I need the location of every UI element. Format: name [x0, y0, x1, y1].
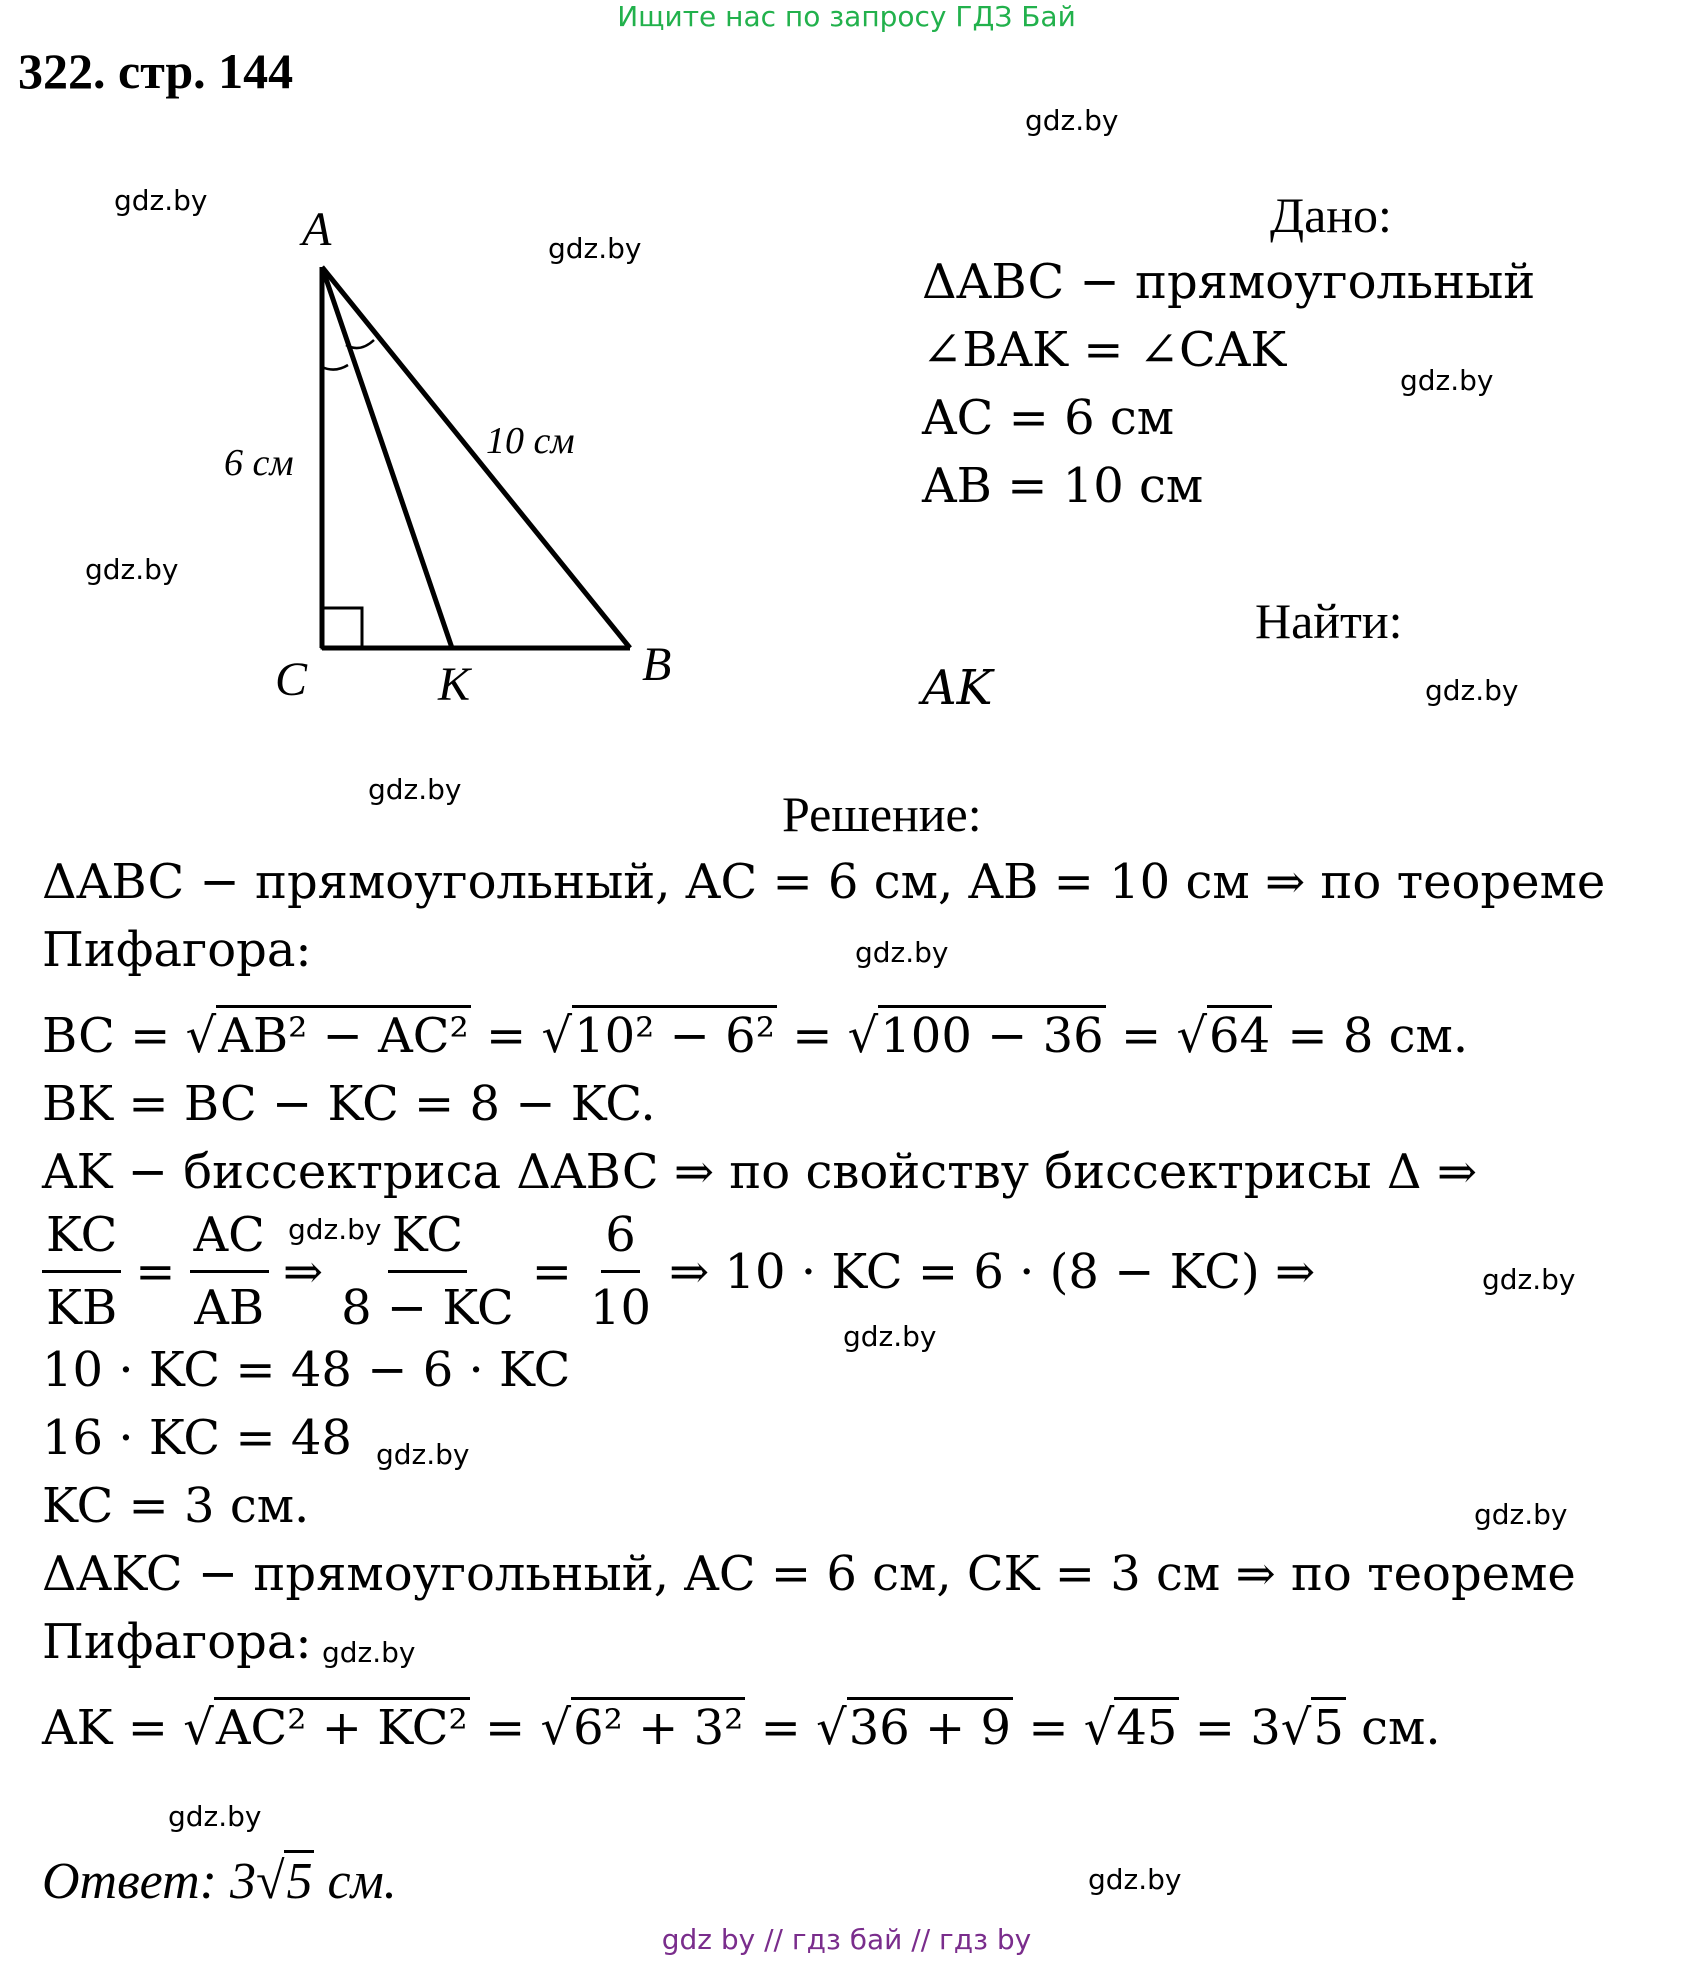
given-line: AB = 10 см — [922, 458, 1204, 514]
top-banner: Ищите нас по запросу ГДЗ Бай — [617, 0, 1076, 33]
watermark: gdz.by — [1088, 1863, 1182, 1896]
solution-line: Пифагора: — [42, 1614, 312, 1670]
watermark: gdz.by — [1400, 364, 1494, 397]
solution-line-bc: BC = √AB² − AC² = √10² − 6² = √100 − 36 = √64 = 8 см. — [42, 1008, 1468, 1064]
watermark: gdz.by — [1025, 104, 1119, 137]
watermark: gdz.by — [548, 232, 642, 265]
solution-line: AK − биссектриса ΔABC ⇒ по свойству биссектрисы Δ ⇒ — [42, 1144, 1478, 1200]
watermark: gdz.by — [376, 1438, 470, 1471]
watermark: gdz.by — [855, 936, 949, 969]
fraction: $\frac{AC}{AB}$ — [190, 1200, 269, 1343]
given-line: ΔABC − прямоугольный — [922, 254, 1536, 310]
watermark: gdz.by — [368, 773, 462, 806]
watermark: gdz.by — [322, 1636, 416, 1669]
bisector-ak — [322, 267, 452, 648]
vertex-a-label: A — [302, 203, 332, 256]
watermark: gdz.by — [1425, 674, 1519, 707]
watermark: gdz.by — [1482, 1263, 1576, 1296]
watermark: gdz.by — [843, 1320, 937, 1353]
angle-mark-bak — [322, 365, 348, 370]
solution-line: ΔABC − прямоугольный, AC = 6 см, AB = 10 см ⇒ по теореме — [42, 854, 1606, 910]
solution-line-proportion: $\frac{KC}{KB}$ = $\frac{AC}{AB}$ ⇒ $\frac{KC}{8 - KC}$ = $\frac{6}{10}$ ⇒ 10 · KC = 6 · (8 − KC) ⇒ — [42, 1200, 1315, 1343]
right-angle-mark — [322, 608, 362, 648]
vertex-b-label: B — [642, 638, 672, 691]
side-ab — [322, 267, 630, 648]
watermark: gdz.by — [114, 184, 208, 217]
solution-line-ak: AK = √AC² + KC² = √6² + 3² = √36 + 9 = √45 = 3√5 см. — [42, 1700, 1441, 1756]
vertex-k-label: K — [438, 658, 471, 711]
given-line: AC = 6 см — [922, 390, 1175, 446]
answer: Ответ: 3√5 см. — [42, 1852, 397, 1911]
triangle-figure — [200, 195, 700, 725]
task-title: 322. стр. 144 — [18, 43, 294, 99]
given-header: Дано: — [1270, 187, 1392, 243]
fraction: $\frac{6}{10}$ — [586, 1200, 655, 1343]
watermark: gdz.by — [168, 1800, 262, 1833]
solution-line: Пифагора: — [42, 922, 312, 978]
fraction: $\frac{KC}{KB}$ — [42, 1200, 121, 1343]
side-ac-label: 6 см — [224, 442, 294, 484]
vertex-c-label: C — [275, 653, 308, 706]
given-line: ∠BAK = ∠CAK — [922, 322, 1287, 378]
solution-line: 16 · KC = 48 — [42, 1410, 352, 1466]
find-header: Найти: — [1255, 593, 1403, 649]
watermark: gdz.by — [85, 553, 179, 586]
side-ab-label: 10 см — [486, 420, 575, 462]
solution-line: KC = 3 см. — [42, 1478, 310, 1534]
find-value: AK — [922, 660, 993, 716]
bottom-banner: gdz by // гдз бай // гдз by — [661, 1923, 1032, 1956]
watermark: gdz.by — [1474, 1498, 1568, 1531]
solution-header: Решение: — [782, 786, 982, 842]
watermark: gdz.by — [288, 1213, 382, 1246]
solution-line: BK = BC − KC = 8 − KC. — [42, 1076, 656, 1132]
fraction: $\frac{KC}{8 - KC}$ — [337, 1200, 518, 1343]
solution-line: 10 · KC = 48 − 6 · KC — [42, 1342, 571, 1398]
solution-line: ΔAKC − прямоугольный, AC = 6 см, CK = 3 см ⇒ по теореме — [42, 1546, 1576, 1602]
